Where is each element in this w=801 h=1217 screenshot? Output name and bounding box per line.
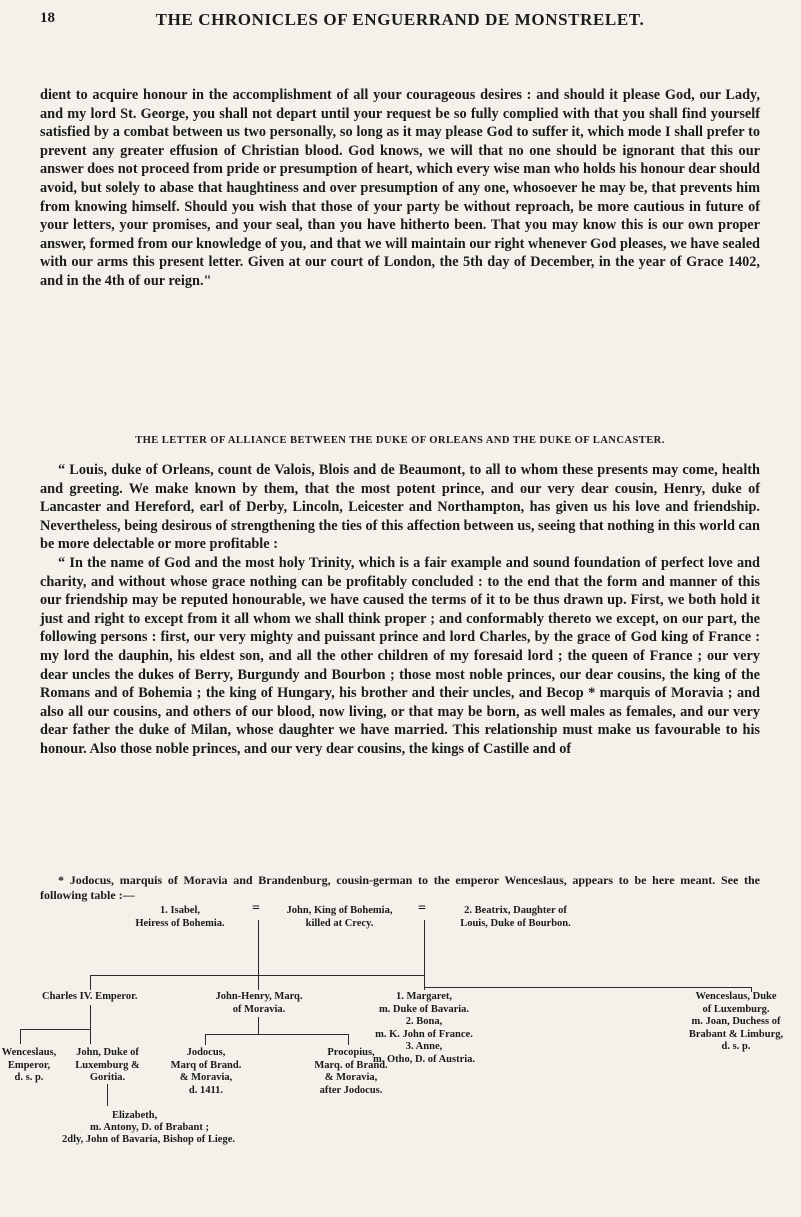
- gen-isabel: 1. Isabel, Heiress of Bohemia.: [135, 905, 225, 929]
- gen-elizabeth-name: Elizabeth,: [112, 1110, 158, 1121]
- gen-line: [107, 1084, 108, 1106]
- gen-marriage-sign-1: =: [252, 901, 260, 916]
- gen-wenceslaus-duke: Wenceslaus, Duke of Luxemburg. m. Joan, Duchess of Brabant & Limburg, d. s. p.: [688, 991, 784, 1052]
- gen-line: [424, 975, 425, 990]
- gen-beatrix: 2. Beatrix, Daughter of Louis, Duke of Bourbon.: [460, 905, 571, 929]
- page-header: [40, 10, 760, 36]
- section-title: THE LETTER OF ALLIANCE BETWEEN THE DUKE OF ORLEANS AND THE DUKE OF LANCASTER.: [135, 435, 665, 446]
- gen-line: [20, 1029, 90, 1030]
- page-number: 18: [40, 10, 55, 26]
- running-title: THE CHRONICLES OF ENGUERRAND DE MONSTRELET.: [155, 10, 645, 29]
- gen-line: [90, 975, 424, 976]
- gen-line: [205, 1034, 206, 1045]
- gen-john-henry: John-Henry, Marq. of Moravia.: [215, 991, 303, 1015]
- footnote: [40, 873, 760, 903]
- gen-jodocus: Jodocus, Marq of Brand. & Moravia, d. 1411.: [170, 1047, 242, 1096]
- gen-john-goritia: John, Duke of Luxemburg & Goritia.: [75, 1047, 140, 1083]
- paragraph-letter-end: dient to acquire honour in the accomplishment of all your courageous desires : and should it please God, our Lady, and my lord St. George, you shall not depart until your request be so fully complied with that you shall find yourself satisfied by a combat between us two personally, so long as it may please God to suffer it, which mode I shall prefer to prevent any greater effusion of Christian blood. God knows, we will that no one should be ignorant that this our answer does not proceed from pride or presumption of heart, which every wise man who holds his honour dear should avoid, but solely to abase that haughtiness and over presumption of any one, whosoever he may be, that prevents him from knowing himself. Should you wish that those of your party be without reproach, be more cautious in future of your letters, your promises, and your seal, than you have hitherto been. That you may know this is our own proper answer, formed from our knowledge of you, and that we will maintain our right whenever God pleases, we have sealed with our arms this present letter. Given at our court of London, the 5th day of December, in the year of Grace 1402, and in the 4th of our reign.": [40, 87, 760, 289]
- gen-marriage-sign-2: =: [418, 901, 426, 916]
- paragraph-trinity: “ In the name of God and the most holy Trinity, which is a fair example and sound foundation of perfect love and charity, and without whose grace nothing can be profitably concluded : to the end that the form and manner of this our friendship may be reputed honourable, we have caused the terms of it to be thus drawn up. First, we both hold it just and right to except from it all whom we shall think proper ; and conformably thereto we except, on our part, the following persons : first, our very mighty and puissant prince and lord Charles, by the grace of God king of France : my lord the dauphin, his eldest son, and all the other children of my foresaid lord ; the queen of France ; our very dear uncles the dukes of Berry, Burgundy and Bourbon ; those most noble princes, our dear cousins, the king of the Romans and of Bohemia ; the king of Hungary, his brother and their uncles, and Becop * marquis of Moravia ; and also all our cousins, and others of our blood, now living, or that may be born, as well males as females, and our very dear father the duke of Milan, whose daughter we have married. This relationship must make us favourable to his honour. Also those noble princes, and our very dear cousins, the kings of Castille and of: [40, 555, 760, 757]
- gen-line: [205, 1034, 348, 1035]
- gen-elizabeth-m1: m. Antony, D. of Brabant ;: [90, 1122, 210, 1133]
- gen-line: [424, 987, 751, 988]
- paragraph-louis-greeting: “ Louis, duke of Orleans, count de Valois, Blois and de Beaumont, to all to whom these presents may come, health and greeting. We make known by them, that the most potent prince, and our very dear cousin, Henry, duke of Lancaster and Hereford, earl of Derby, Lincoln, Leicester and Northampton, has given us his love and friendship. Nevertheless, being desirous of strengthening the ties of this affection between us, seeing that nothing in this world can be more delectable or more profitable :: [40, 462, 760, 553]
- gen-line: [258, 920, 259, 975]
- gen-line: [258, 1017, 259, 1034]
- gen-procopius: Procopius, Marq. of Brand. & Moravia, after Jodocus.: [314, 1047, 388, 1096]
- gen-elizabeth-m2: 2dly, John of Bavaria, Bishop of Liege.: [62, 1134, 235, 1145]
- gen-line: [348, 1034, 349, 1045]
- gen-wenceslaus-emperor: Wenceslaus, Emperor, d. s. p.: [1, 1047, 57, 1083]
- gen-charles: Charles IV. Emperor.: [42, 991, 138, 1002]
- footnote-text: * Jodocus, marquis of Moravia and Brandenburg, cousin-german to the emperor Wenceslaus, appears to be here meant. See the following table :—: [40, 873, 760, 902]
- gen-line: [20, 1029, 21, 1044]
- gen-line: [90, 1029, 91, 1044]
- gen-john-king: John, King of Bohemia, killed at Crecy.: [286, 905, 393, 929]
- gen-margaret: 1. Margaret, m. Duke of Bavaria. 2. Bona, m. K. John of France. 3. Anne, m. Otho, D. of Austria.: [372, 991, 476, 1065]
- gen-line: [90, 975, 91, 990]
- gen-line: [258, 975, 259, 990]
- gen-line: [90, 1005, 91, 1029]
